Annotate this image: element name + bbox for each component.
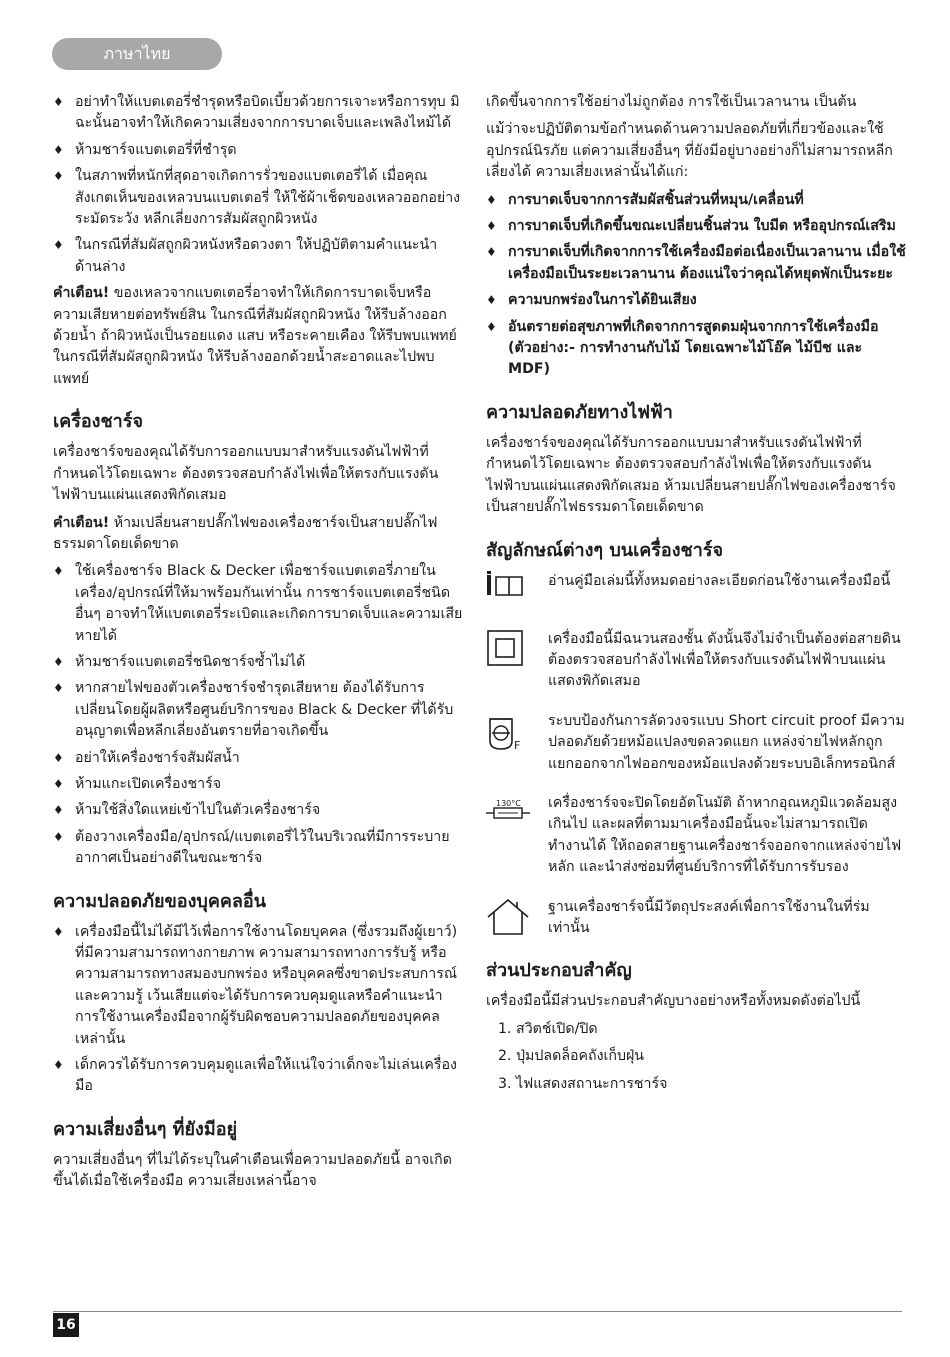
double-insulation-icon — [486, 629, 548, 669]
symbol-description: เครื่องชาร์จจะปิดโดยอัตโนมัติ ถ้าหากอุณหภูมิแวดล้อมสูงเกินไป และผลที่ตามมาเครื่องมือนั้นจะไม่สามารถเปิดทำงานได้ ให้ถอดสายฐานเครื่องชาร์จออกจากแหล่งจ่ายไฟหลัก และนำส่งซ่อมที่ศูนย์บริการที่ได้รับการรับรอง — [548, 794, 902, 876]
list-item: ♦ อย่าให้เครื่องชาร์จสัมผัสน้ำ — [53, 748, 463, 769]
list-item: ♦ ในสภาพที่หนักที่สุดอาจเกิดการรั่วของแบตเตอรี่ได้ เมื่อคุณสังเกตเห็นของเหลวบนแบตเตอรี่ ให้ใช้ผ้าเช็ดของเหลวออกอย่างระมัดระวัง หลีกเลี่ยงการสัมผัสถูกผิวหนัง — [53, 166, 463, 230]
list-item: ♦ ห้ามใช้สิ่งใดแหย่เข้าไปในตัวเครื่องชาร์จ — [53, 800, 463, 821]
page-number: 16 — [53, 1313, 79, 1337]
list-item: 1. สวิตช์เปิด/ปิด — [498, 1020, 598, 1037]
list-item: 3. ไฟแสดงสถานะการชาร์จ — [498, 1075, 668, 1092]
residual-risks-text: ความเสี่ยงอื่นๆ ที่ไม่ได้ระบุในคำเตือนเพื่อความปลอดภัยนี้ อาจเกิดขึ้นได้เมื่อใช้เครื่องมือ ความเสี่ยงเหล่านี้อาจ — [53, 1151, 452, 1190]
thermal-fuse-icon — [486, 793, 548, 833]
residual-risks-heading: ความเสี่ยงอื่นๆ ที่ยังมีอยู่ — [53, 1118, 238, 1140]
charger-heading: เครื่องชาร์จ — [53, 411, 143, 433]
list-item: ♦ อย่าทำให้แบตเตอรี่ชำรุดหรือบิดเบี้ยวด้วยการเจาะหรือการทุบ มิฉะนั้นอาจทำให้เกิดความเสี่ยงจากการบาดเจ็บและเพลิงไหม้ได้ — [53, 92, 463, 135]
list-item: ♦ ห้ามแกะเปิดเครื่องชาร์จ — [53, 774, 463, 795]
features-intro: เครื่องมือนี้มีส่วนประกอบสำคัญบางอย่างหรือทั้งหมดดังต่อไปนี้ — [486, 993, 861, 1010]
list-item: 2. ปุ่มปลดล็อคถังเก็บฝุ่น — [498, 1048, 644, 1065]
list-item: ♦ การบาดเจ็บที่เกิดขึ้นขณะเปลี่ยนชิ้นส่วน ใบมีด หรืออุปกรณ์เสริม — [486, 216, 906, 237]
symbol-description: เครื่องมือนี้มีฉนวนสองชั้น ดังนั้นจึงไม่จำเป็นต้องต่อสายดิน ต้องตรวจสอบกำลังไฟเพื่อให้ตรงกับแรงดันไฟฟ้าบนแผ่นแสดงพิกัดเสมอ — [548, 630, 901, 690]
right-column — [486, 92, 906, 1101]
symbols-heading: สัญลักษณ์ต่างๆ บนเครื่องชาร์จ — [486, 539, 724, 561]
electrical-safety-heading: ความปลอดภัยทางไฟฟ้า — [486, 401, 673, 423]
charger-intro: เครื่องชาร์จของคุณได้รับการออกแบบมาสำหรับแรงดันไฟฟ้าที่กำหนดไว้โดยเฉพาะ ต้องตรวจสอบกำลังไฟเพื่อให้ตรงกับแรงดันไฟฟ้าบนแผ่นแสดงพิกัดเสมอ — [53, 444, 439, 504]
warning-label: คำเตือน! — [53, 285, 110, 302]
battery-warning — [53, 283, 463, 390]
electrical-safety-text: เครื่องชาร์จของคุณได้รับการออกแบบมาสำหรับแรงดันไฟฟ้าที่กำหนดไว้โดยเฉพาะ ต้องตรวจสอบกำลังไฟเพื่อให้ตรงกับแรงดันไฟฟ้าบนแผ่นแสดงพิกัดเสมอ ห้ามเปลี่ยนสายปลั๊กไฟของเครื่องชาร์จเป็นสายปลั๊กไฟธรรมดาโดยเด็ดขาด — [486, 434, 896, 516]
list-item: ♦ อันตรายต่อสุขภาพที่เกิดจากการสูดดมฝุ่นจากการใช้เครื่องมือ (ตัวอย่าง:- การทำงานกับไม้ โดยเฉพาะไม้โอ๊ค ไม้บีช และ MDF) — [486, 317, 906, 381]
language-tab: ภาษาไทย — [52, 38, 222, 70]
list-item: ♦ ในกรณีที่สัมผัสถูกผิวหนังหรือดวงตา ให้ปฏิบัติตามคำแนะนำด้านล่าง — [53, 235, 463, 278]
features-heading: ส่วนประกอบสำคัญ — [486, 960, 632, 982]
symbol-row — [486, 571, 906, 611]
indoor-use-house-icon — [486, 897, 548, 937]
others-safety-heading: ความปลอดภัยของบุคคลอื่น — [53, 890, 267, 912]
residual-risks-paragraph: แม้ว่าจะปฏิบัติตามข้อกำหนดด้านความปลอดภัยที่เกี่ยวข้องและใช้อุปกรณ์นิรภัย แต่ความเสี่ยงอื่นๆ ที่ยังมีอยู่บางอย่างก็ไม่สามารถหลีกเลี่ยงได้ ความเสี่ยงเหล่านั้นได้แก่: — [486, 121, 893, 181]
footer-divider — [53, 1311, 902, 1312]
list-item: ♦ ห้ามชาร์จแบตเตอรี่ที่ชำรุด — [53, 140, 463, 161]
list-item: ♦ ต้องวางเครื่องมือ/อุปกรณ์/แบตเตอรี่ไว้ในบริเวณที่มีการระบายอากาศเป็นอย่างดีในขณะชาร์จ — [53, 827, 463, 870]
residual-bullet-list — [486, 190, 906, 381]
warning-text: ของเหลวจากแบตเตอรี่อาจทำให้เกิดการบาดเจ็บหรือความเสียหายต่อทรัพย์สิน ในกรณีที่สัมผัสถูกผิวหนัง ให้รีบล้างออกด้วยน้ำ ถ้าผิวหนังเป็นรอยแดง แสบ หรือระคายเคือง ให้รีบพบแพทย์ ในกรณีที่สัมผัสถูกผิวหนัง ให้รีบล้างออกด้วยน้ำสะอาดและไปพบแพทย์ — [53, 285, 457, 387]
symbol-description: อ่านคู่มือเล่มนี้ทั้งหมดอย่างละเอียดก่อนใช้งานเครื่องมือนี้ — [548, 572, 891, 589]
symbol-row — [486, 897, 906, 940]
list-item: ♦ ห้ามชาร์จแบตเตอรี่ชนิดชาร์จซ้ำไม่ได้ — [53, 652, 463, 673]
charger-bullet-list — [53, 561, 463, 869]
symbol-description: ระบบป้องกันการลัดวงจรแบบ Short circuit proof มีความปลอดภัยด้วยหม้อแปลงขดลวดแยก แหล่งจ่ายไฟหลักถูกแยกออกจากไฟออกของหม้อแปลงด้วยระบบอิเล็กทรอนิกส์ — [548, 712, 905, 772]
list-item: ♦ ความบกพร่องในการได้ยินเสียง — [486, 290, 906, 311]
symbol-row — [486, 711, 906, 775]
warning-label: คำเตือน! — [53, 514, 110, 531]
others-bullet-list — [53, 922, 463, 1098]
list-item: ♦ เครื่องมือนี้ไม่ได้มีไว้เพื่อการใช้งานโดยบุคคล (ซึ่งรวมถึงผู้เยาว์) ที่มีความสามารถทางกายภาพ ความสามารถทางการรับรู้ หรือความสามารถทางสมองบกพร่อง หรือบุคคลซึ่งขาดประสบการณ์และความรู้ เว้นเสียแต่จะได้รับการควบคุมดูแลหรือคำแนะนำการใช้งานเครื่องมือจากผู้รับผิดชอบความปลอดภัยของบุคคลเหล่านั้น — [53, 922, 463, 1050]
transformer-label: F — [514, 738, 521, 752]
symbol-description: ฐานเครื่องชาร์จนี้มีวัตถุประสงค์เพื่อการใช้งานในที่ร่มเท่านั้น — [548, 898, 870, 936]
list-item: ♦ การบาดเจ็บที่เกิดจากการใช้เครื่องมือต่อเนื่องเป็นเวลานาน เมื่อใช้เครื่องมือเป็นระยะเวลานาน ต้องแน่ใจว่าคุณได้หยุดพักเป็นระยะ — [486, 242, 906, 285]
warning-text: ห้ามเปลี่ยนสายปลั๊กไฟของเครื่องชาร์จเป็นสายปลั๊กไฟธรรมดาโดยเด็ดขาด — [53, 514, 438, 552]
left-column — [53, 92, 463, 1199]
charger-warning — [53, 513, 463, 556]
list-item: ♦ ใช้เครื่องชาร์จ Black & Decker เพื่อชาร์จแบตเตอรี่ภายในเครื่อง/อุปกรณ์ที่ให้มาพร้อมกันเท่านั้น การชาร์จแบตเตอรี่ชนิดอื่นๆ อาจทำให้แบตเตอรี่ระเบิดและเกิดการบาดเจ็บและความเสียหายได้ — [53, 561, 463, 647]
features-list — [498, 1019, 906, 1095]
read-manual-icon — [486, 571, 548, 611]
fuse-temperature-label: 130°C — [496, 798, 521, 808]
list-item: ♦ หากสายไฟของตัวเครื่องชาร์จชำรุดเสียหาย ต้องได้รับการเปลี่ยนโดยผู้ผลิตหรือศูนย์บริการของ Black & Decker ที่ได้รับอนุญาตเพื่อหลีกเลี่ยงอันตรายที่อาจเกิดขึ้น — [53, 678, 463, 742]
symbol-row — [486, 793, 906, 879]
list-item: ♦ การบาดเจ็บจากการสัมผัสชิ้นส่วนที่หมุน/เคลื่อนที่ — [486, 190, 906, 211]
short-circuit-proof-transformer-icon — [486, 711, 548, 751]
battery-bullet-list — [53, 92, 463, 278]
residual-risks-continued: เกิดขึ้นจากการใช้อย่างไม่ถูกต้อง การใช้เป็นเวลานาน เป็นต้น — [486, 94, 857, 110]
list-item: ♦ เด็กควรได้รับการควบคุมดูแลเพื่อให้แน่ใจว่าเด็กจะไม่เล่นเครื่องมือ — [53, 1055, 463, 1098]
symbol-row — [486, 629, 906, 693]
